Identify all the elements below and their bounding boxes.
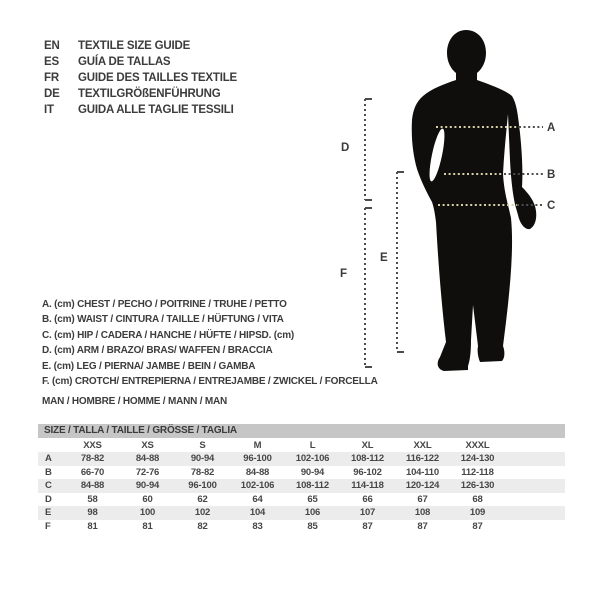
size-value-cell: 109: [450, 506, 505, 520]
man-silhouette-icon: [412, 30, 537, 371]
size-value-cell: 90-94: [175, 452, 230, 466]
language-code: FR: [44, 72, 59, 84]
legend-row-b: B. (cm) WAIST / CINTURA / TAILLE / HÜFTUNG / VITA: [42, 314, 284, 326]
size-column-header: S: [199, 439, 206, 451]
size-value-cell: 67: [417, 493, 428, 505]
table-row: [38, 479, 565, 493]
size-value-cell: 116-122: [395, 452, 450, 466]
size-table: [38, 424, 565, 533]
size-value-cell: 62: [197, 493, 208, 505]
size-value-cell: 96-100: [175, 479, 230, 493]
size-value-cell: 107: [340, 506, 395, 520]
language-title: TEXTILE SIZE GUIDE: [78, 40, 191, 52]
legend-row-f: F. (cm) CROTCH/ ENTREPIERNA / ENTREJAMBE / ZWICKEL / FORCELLA: [42, 376, 378, 388]
size-value-cell: 100: [120, 506, 175, 520]
language-row-en: [44, 38, 237, 54]
size-value-cell: 124-130: [450, 452, 505, 466]
language-row-it: [44, 102, 237, 118]
language-code: IT: [44, 104, 54, 116]
size-value-cell: 90-94: [120, 479, 175, 493]
size-value-cell: 87: [417, 520, 428, 532]
language-row-de: [44, 86, 237, 102]
size-value-cell: 66-70: [80, 466, 105, 478]
size-value-cell: 108-112: [285, 479, 340, 493]
size-value-cell: 104: [230, 506, 285, 520]
size-value-cell: 84-88: [120, 452, 175, 466]
size-value-cell: 78-82: [190, 466, 215, 478]
size-value-cell: 87: [362, 520, 373, 532]
corner-cell: [38, 438, 65, 452]
filler-cell: [505, 520, 565, 534]
measure-row-label: C: [38, 479, 65, 493]
label-arm: D: [341, 142, 350, 154]
language-title: GUIDA ALLE TAGLIE TESSILI: [78, 104, 234, 116]
label-waist: B: [547, 169, 556, 181]
size-value-cell: 108-112: [340, 452, 395, 466]
table-row: [38, 520, 565, 534]
size-value-cell: 78-82: [65, 452, 120, 466]
size-value-cell: 82: [197, 520, 208, 532]
size-value-cell: 60: [142, 493, 153, 505]
language-title: TEXTILGRÖßENFÜHRUNG: [78, 88, 221, 100]
size-value-cell: 84-88: [65, 479, 120, 493]
size-value-cell: 114-118: [340, 479, 395, 493]
legend-row-a: A. (cm) CHEST / PECHO / POITRINE / TRUHE / PETTO: [42, 299, 287, 310]
size-value-cell: 81: [87, 520, 98, 532]
size-value-cell: 120-124: [395, 479, 450, 493]
size-column-header: L: [309, 439, 316, 451]
table-row: [38, 493, 565, 507]
size-value-cell: 108: [395, 506, 450, 520]
size-value-cell: 58: [87, 493, 98, 505]
measure-row-label: B: [45, 466, 52, 478]
size-column-header: XL: [361, 439, 374, 451]
size-value-cell: 65: [307, 493, 318, 505]
language-row-fr: [44, 70, 237, 86]
measure-row-label: F: [45, 520, 51, 532]
size-value-cell: 106: [285, 506, 340, 520]
size-column-header: XS: [141, 439, 154, 451]
label-chest: A: [547, 122, 556, 134]
size-header-row: [38, 438, 565, 452]
size-value-cell: 112-118: [461, 466, 494, 478]
legend-row-c: C. (cm) HIP / CADERA / HANCHE / HÜFTE / HIPSD. (cm): [42, 329, 295, 341]
gender-line: MAN / HOMBRE / HOMME / MANN / MAN: [42, 396, 228, 407]
size-column-header: XXL: [413, 439, 432, 451]
language-title-list: [44, 38, 237, 118]
size-value-cell: 84-88: [245, 466, 270, 478]
table-row: [38, 452, 565, 466]
size-value-cell: 102: [175, 506, 230, 520]
filler-cell: [505, 466, 565, 480]
legend-row-e: E. (cm) LEG / PIERNA/ JAMBE / BEIN / GAMBA: [42, 360, 256, 372]
size-value-cell: 102-106: [230, 479, 285, 493]
size-value-cell: 102-106: [285, 452, 340, 466]
size-value-cell: 83: [252, 520, 263, 532]
language-row-es: [44, 54, 237, 70]
filler-cell: [505, 506, 565, 520]
filler-cell: [505, 438, 565, 452]
measure-row-label: E: [38, 506, 65, 520]
measurement-legend: [42, 297, 378, 389]
size-table-title: SIZE / TALLA / TAILLE / GRÖSSE / TAGLIA: [38, 424, 565, 438]
size-value-cell: 66: [362, 493, 373, 505]
size-value-cell: 96-102: [353, 466, 382, 478]
size-value-cell: 85: [307, 520, 318, 532]
size-value-cell: 64: [252, 493, 263, 505]
size-value-cell: 87: [472, 520, 483, 532]
size-value-cell: 98: [65, 506, 120, 520]
table-row: [38, 506, 565, 520]
size-column-header: XXS: [83, 439, 102, 451]
filler-cell: [505, 493, 565, 507]
size-value-cell: 81: [142, 520, 153, 532]
size-value-cell: 96-100: [230, 452, 285, 466]
filler-cell: [505, 479, 565, 493]
language-code: ES: [44, 56, 59, 68]
table-row: [38, 466, 565, 480]
size-column-header: M: [253, 439, 262, 451]
label-hip: C: [547, 200, 556, 212]
size-value-cell: 68: [472, 493, 483, 505]
label-crotch: F: [340, 268, 348, 280]
language-title: GUÍA DE TALLAS: [78, 56, 171, 68]
legend-row-d: D. (cm) ARM / BRAZO/ BRAS/ WAFFEN / BRACCIA: [42, 345, 273, 357]
measure-row-label: D: [45, 493, 52, 505]
size-value-cell: 104-110: [406, 466, 439, 478]
size-value-cell: 90-94: [300, 466, 325, 478]
size-grid: [38, 438, 565, 533]
size-column-header: XXXL: [465, 439, 490, 451]
filler-cell: [505, 452, 565, 466]
language-code: DE: [44, 88, 60, 100]
size-value-cell: 72-76: [135, 466, 160, 478]
language-title: GUIDE DES TAILLES TEXTILE: [78, 72, 237, 84]
label-leg: E: [380, 252, 388, 264]
size-value-cell: 126-130: [450, 479, 505, 493]
measure-row-label: A: [38, 452, 65, 466]
language-code: EN: [44, 40, 60, 52]
